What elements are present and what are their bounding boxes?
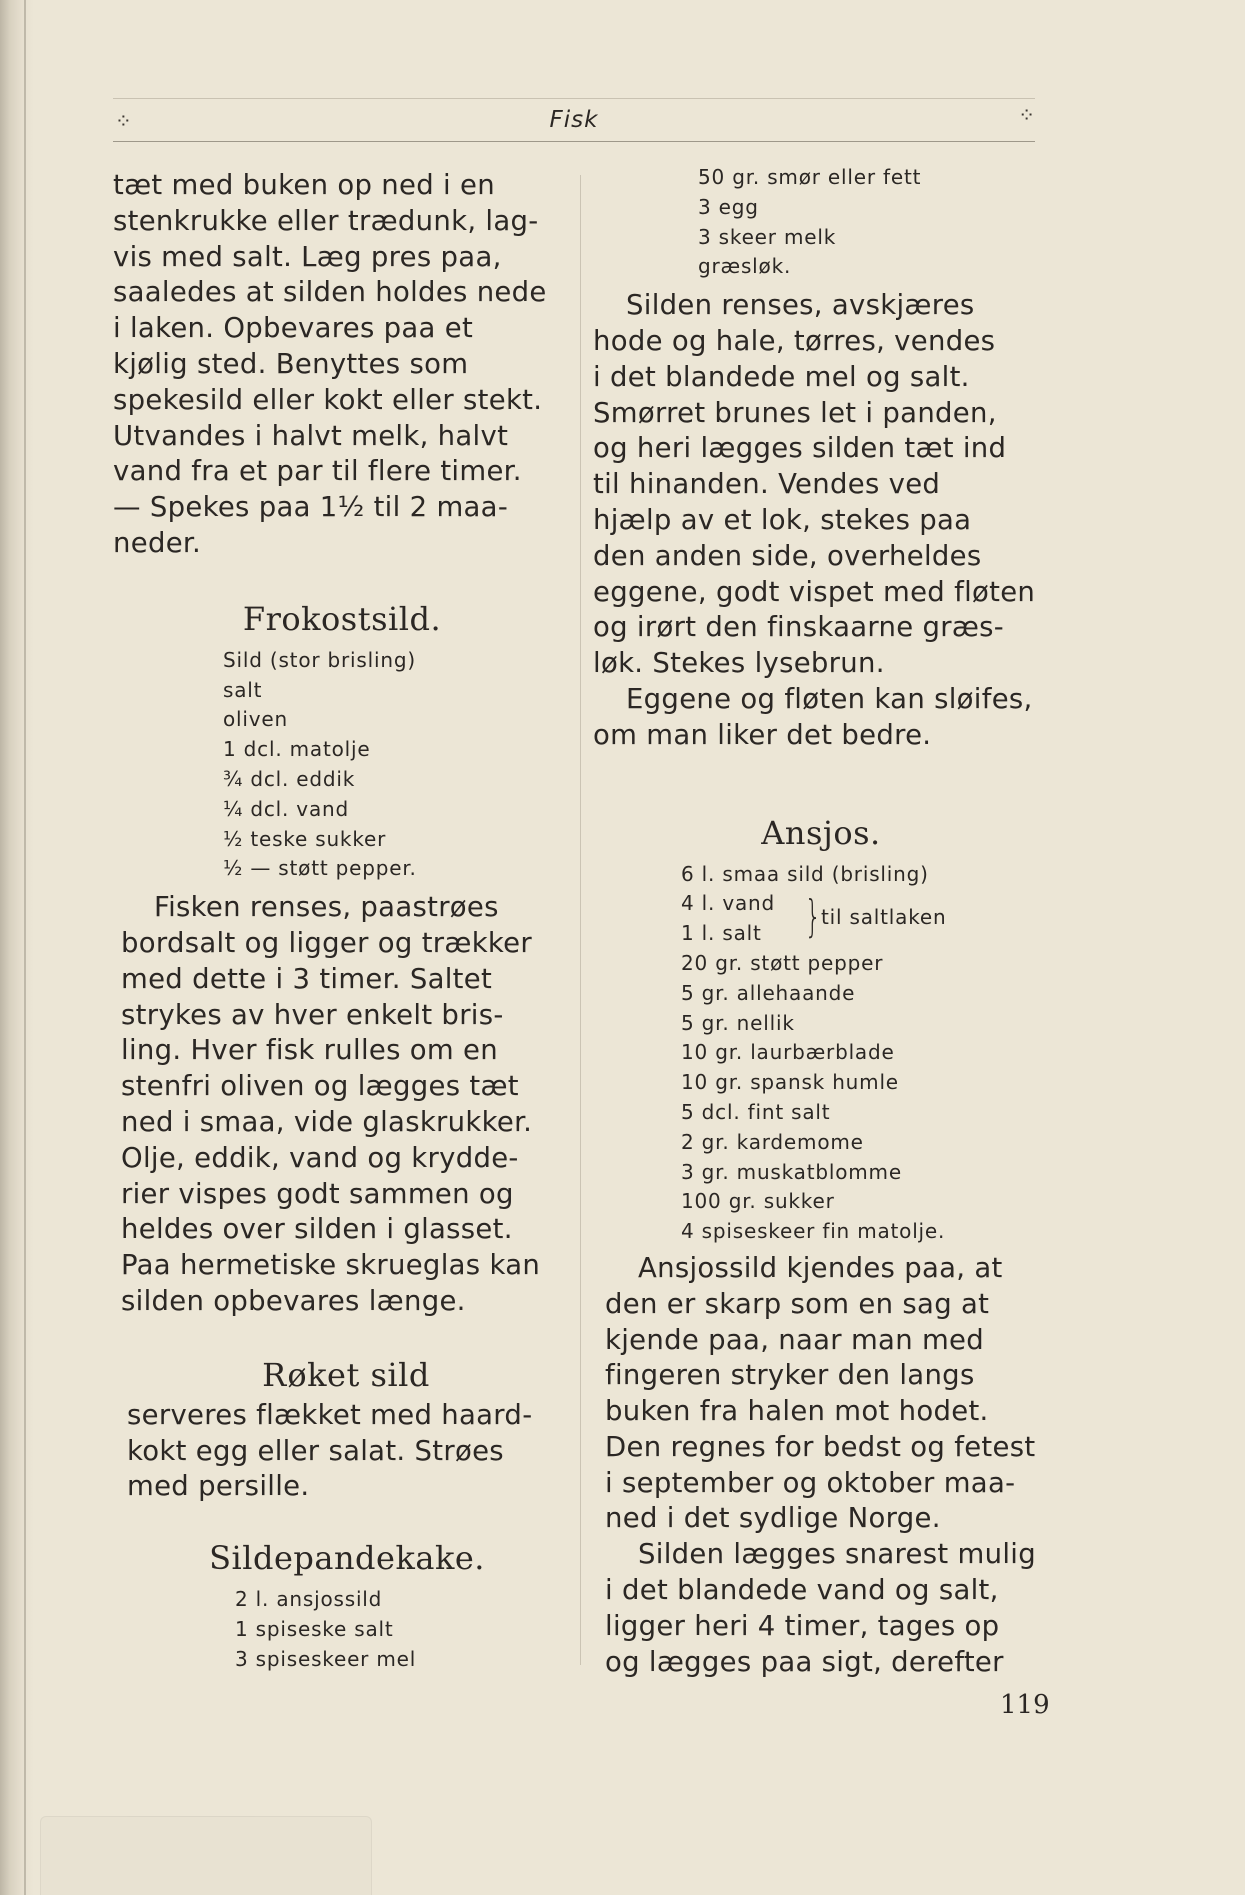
ingredient: 3 spiseskeer mel bbox=[235, 1646, 417, 1671]
text-line: — Spekes paa 1½ til 2 maa- bbox=[113, 491, 509, 524]
text-line: vis med salt. Læg pres paa, bbox=[113, 240, 502, 273]
ingredient: ½ — støtt pepper. bbox=[223, 856, 417, 881]
ornament-left-icon: ⁘ bbox=[115, 109, 132, 133]
text-line: buken fra halen mot hodet. bbox=[605, 1395, 989, 1428]
header-title: Fisk bbox=[549, 107, 599, 133]
text-line: kjende paa, naar man med bbox=[605, 1323, 985, 1356]
ingredient-list bbox=[698, 163, 1049, 282]
text-line: i det blandede vand og salt, bbox=[605, 1574, 999, 1607]
recipe-text bbox=[593, 288, 1049, 753]
text-line: og heri lægges silden tæt ind bbox=[593, 432, 1007, 465]
ingredient: 5 gr. allehaande bbox=[681, 980, 856, 1005]
ingredient: 3 egg bbox=[698, 194, 759, 219]
ingredient: ¾ dcl. eddik bbox=[223, 766, 356, 791]
text-line: Smørret brunes let i panden, bbox=[593, 396, 997, 429]
ingredient: 3 gr. muskatblomme bbox=[681, 1159, 902, 1184]
left-column bbox=[113, 168, 571, 1674]
text-line: ligger heri 4 timer, tages op bbox=[605, 1609, 1000, 1642]
text-line: serveres flækket med haard- bbox=[127, 1398, 533, 1431]
book-spine-shadow bbox=[0, 0, 34, 1895]
ingredient: 1 l. salt bbox=[681, 921, 762, 946]
text-line: hjælp av et lok, stekes paa bbox=[593, 503, 972, 536]
text-line: ling. Hver fisk rulles om en bbox=[121, 1034, 498, 1067]
ingredient-list bbox=[223, 646, 571, 884]
ingredient: 2 gr. kardemome bbox=[681, 1129, 864, 1154]
text-line: silden opbevares længe. bbox=[121, 1284, 466, 1317]
ingredient: 3 skeer melk bbox=[698, 224, 837, 249]
ingredient: 50 gr. smør eller fett bbox=[698, 165, 922, 189]
text-line: rier vispes godt sammen og bbox=[121, 1177, 514, 1210]
text-line: Eggene og fløten kan sløifes, bbox=[626, 682, 1033, 715]
ingredient: oliven bbox=[223, 707, 288, 732]
text-line: den anden side, overheldes bbox=[593, 539, 982, 572]
text-line: Utvandes i halvt melk, halvt bbox=[113, 419, 509, 452]
text-line: ned i det sydlige Norge. bbox=[605, 1502, 941, 1535]
brace-group bbox=[681, 889, 1049, 949]
text-line: i det blandede mel og salt. bbox=[593, 360, 970, 393]
text-line: heldes over silden i glasset. bbox=[121, 1213, 513, 1246]
ingredient: 1 dcl. matolje bbox=[223, 737, 371, 762]
text-line: til hinanden. Vendes ved bbox=[593, 468, 941, 501]
ingredient: ¼ dcl. vand bbox=[223, 796, 349, 821]
text-line: strykes av hver enkelt bris- bbox=[121, 998, 504, 1031]
ingredient: græsløk. bbox=[698, 254, 792, 279]
text-line: og irørt den finskaarne græs- bbox=[593, 611, 1005, 644]
text-line: hode og hale, tørres, vendes bbox=[593, 324, 996, 357]
running-header bbox=[113, 98, 1035, 142]
recipe-title-roket-sild: Røket sild bbox=[262, 1355, 430, 1394]
text-line: vand fra et par til flere timer. bbox=[113, 455, 522, 488]
ingredient: 4 spiseskeer fin matolje. bbox=[681, 1219, 946, 1244]
recipe-text bbox=[605, 1251, 1049, 1681]
ornament-right-icon: ⁘ bbox=[1018, 103, 1035, 127]
text-line: med persille. bbox=[127, 1470, 310, 1503]
ingredient: 6 l. smaa sild (brisling) bbox=[681, 861, 929, 886]
text-line: løk. Stekes lysebrun. bbox=[593, 647, 885, 680]
text-line: Silden renses, avskjæres bbox=[626, 289, 975, 322]
text-line: Fisken renses, paastrøes bbox=[154, 891, 499, 924]
ingredient-list bbox=[681, 860, 1049, 1247]
ingredient: 10 gr. laurbærblade bbox=[681, 1040, 895, 1065]
text-line: kjølig sted. Benyttes som bbox=[113, 347, 469, 380]
text-line: i laken. Opbevares paa et bbox=[113, 312, 474, 345]
column-divider bbox=[580, 175, 581, 1665]
text-line: Den regnes for bedst og fetest bbox=[605, 1430, 1036, 1463]
ingredient-list bbox=[235, 1585, 571, 1674]
text-line: Ansjossild kjendes paa, at bbox=[638, 1251, 1003, 1284]
text-line: neder. bbox=[113, 526, 202, 559]
text-line: den er skarp som en sag at bbox=[605, 1287, 990, 1320]
text-line: Silden lægges snarest mulig bbox=[638, 1538, 1036, 1571]
gutter-line bbox=[24, 0, 26, 1895]
text-line: stenfri oliven og lægges tæt bbox=[121, 1070, 519, 1103]
text-line: eggene, godt vispet med fløten bbox=[593, 575, 1036, 608]
page-number: 119 bbox=[1000, 1690, 1050, 1720]
text-line: med dette i 3 timer. Saltet bbox=[121, 962, 493, 995]
ingredient: 20 gr. støtt pepper bbox=[681, 950, 884, 975]
text-line: Olje, eddik, vand og krydde- bbox=[121, 1141, 519, 1174]
page-smudge bbox=[40, 1816, 372, 1895]
text-line: bordsalt og ligger og trækker bbox=[121, 926, 532, 959]
text-line: saaledes at silden holdes nede bbox=[113, 276, 547, 309]
text-line: stenkrukke eller trædunk, lag- bbox=[113, 204, 539, 237]
ingredient: 1 spiseske salt bbox=[235, 1616, 394, 1641]
recipe-title-ansjos: Ansjos. bbox=[761, 813, 881, 852]
text-line: kokt egg eller salat. Strøes bbox=[127, 1434, 504, 1467]
text-line: i september og oktober maa- bbox=[605, 1466, 1016, 1499]
text-line: ned i smaa, vide glaskrukker. bbox=[121, 1105, 533, 1138]
ingredient: 10 gr. spansk humle bbox=[681, 1070, 899, 1095]
ingredient: 4 l. vand bbox=[681, 891, 776, 916]
intro-paragraph bbox=[113, 168, 571, 562]
text-line: tæt med buken op ned i en bbox=[113, 169, 495, 201]
text-line: Paa hermetiske skrueglas kan bbox=[121, 1249, 541, 1282]
brace-note: til saltlaken bbox=[821, 905, 947, 930]
ingredient: salt bbox=[223, 677, 263, 702]
text-line: spekesild eller kokt eller stekt. bbox=[113, 383, 543, 416]
brace-icon: } bbox=[804, 891, 822, 943]
text-line: om man liker det bedre. bbox=[593, 718, 932, 751]
ingredient: 2 l. ansjossild bbox=[235, 1587, 383, 1612]
ingredient: 5 gr. nellik bbox=[681, 1010, 795, 1035]
recipe-title-sildepandekake: Sildepandekake. bbox=[209, 1539, 485, 1578]
text-line: fingeren stryker den langs bbox=[605, 1359, 975, 1392]
recipe-title-frokostsild: Frokostsild. bbox=[242, 599, 442, 638]
text-line: og lægges paa sigt, derefter bbox=[605, 1645, 1004, 1678]
right-column bbox=[593, 163, 1049, 1680]
ingredient: Sild (stor brisling) bbox=[223, 647, 416, 672]
ingredient: 5 dcl. fint salt bbox=[681, 1099, 831, 1124]
ingredient: 100 gr. sukker bbox=[681, 1189, 835, 1214]
recipe-text bbox=[127, 1398, 571, 1505]
ingredient: ½ teske sukker bbox=[223, 826, 387, 851]
recipe-text bbox=[121, 890, 571, 1320]
